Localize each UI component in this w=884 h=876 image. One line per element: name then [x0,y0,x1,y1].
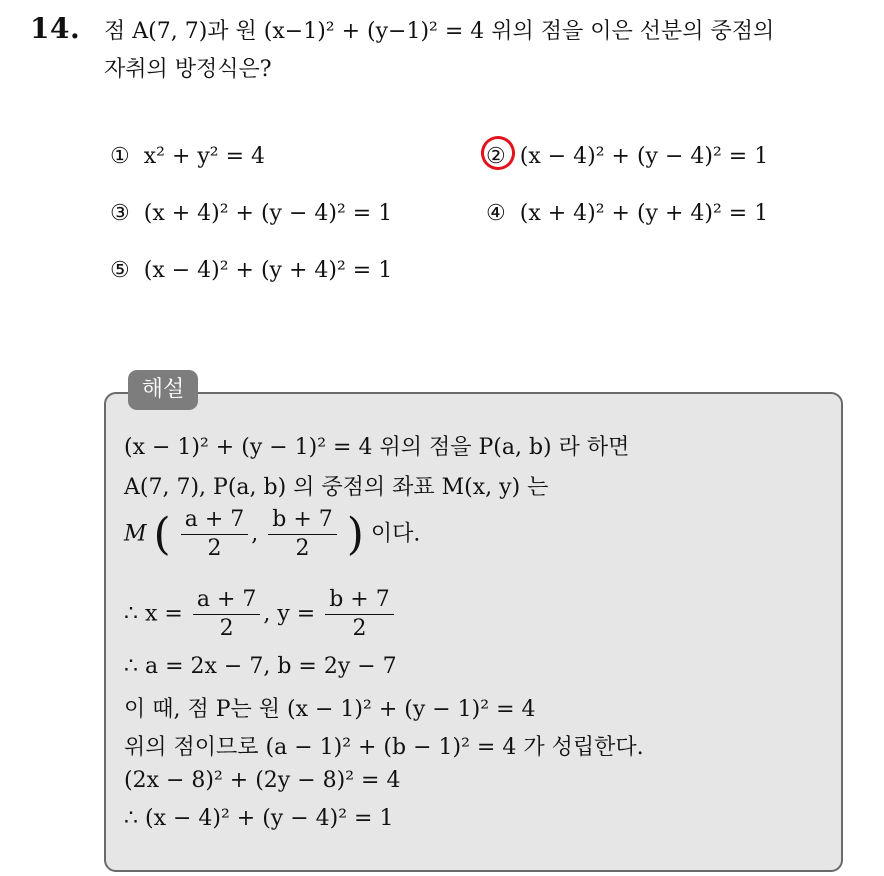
choice-3-marker: ③ [110,201,130,226]
fraction-x-numerator: a + 7 [196,587,257,612]
fraction-b [268,506,337,563]
choice-4[interactable] [486,201,768,226]
choice-5-text: (x − 4)² + (y + 4)² = 1 [143,258,393,283]
fraction-a-numerator: a + 7 [184,507,245,532]
fraction-x-denominator: 2 [193,614,261,643]
solution-line9: ∴ (x − 4)² + (y − 4)² = 1 [124,806,394,831]
solution-tag: 해설 [128,370,198,410]
solution-line8: (2x − 8)² + (2y − 8)² = 4 [124,768,401,793]
fraction-a-denominator: 2 [181,534,249,563]
solution-line4 [124,586,397,643]
choice-2[interactable] [486,144,768,169]
fraction-y [325,586,394,643]
fraction-b-denominator: 2 [268,534,337,563]
solution-line2: A(7, 7), P(a, b) 의 중점의 좌표 M(x, y) 는 [124,475,549,500]
solution-line3: M ( $\frac{a + 7}{2}$ , $\frac{b + 7}{2}$ ) 이다. [124,507,421,561]
fraction-x [193,586,261,643]
solution-line7: 위의 점이므로 (a − 1)² + (b − 1)² = 4 가 성립한다. [124,735,644,760]
choice-4-text: (x + 4)² + (y + 4)² = 1 [519,201,769,226]
solution-line6: 이 때, 점 P는 원 (x − 1)² + (y − 1)² = 4 [124,697,536,722]
solution-line5: ∴ a = 2x − 7, b = 2y − 7 [124,654,397,679]
choice-2-marker: ② [486,144,506,169]
choice-3-text: (x + 4)² + (y − 4)² = 1 [143,201,393,226]
y-equals-label: , y = [263,601,316,627]
fraction-a [181,506,249,563]
choice-1[interactable] [110,144,265,169]
choice-4-marker: ④ [486,201,506,226]
fraction-y-numerator: b + 7 [329,587,390,612]
fraction-y-denominator: 2 [325,614,394,643]
right-paren: ) [346,509,364,560]
fraction-b-numerator: b + 7 [272,507,333,532]
choice-5-marker: ⑤ [110,258,130,283]
midpoint-label: M [124,521,147,547]
therefore-x-label: ∴ x = [124,601,183,627]
question-text-line1: 점 A(7, 7)과 원 (x−1)² + (y−1)² = 4 위의 점을 이은 선분의 중점의 [104,19,775,44]
choice-2-text: (x − 4)² + (y − 4)² = 1 [519,144,769,169]
solution-line1: (x − 1)² + (y − 1)² = 4 위의 점을 P(a, b) 라 하면 [124,435,630,460]
question-number: 14. [30,12,81,45]
choice-5[interactable] [110,258,392,283]
midpoint-suffix: 이다. [370,521,421,547]
left-paren: ( [153,509,171,560]
choice-3[interactable] [110,201,392,226]
choice-1-marker: ① [110,144,130,169]
choice-1-text: x² + y² = 4 [143,144,266,169]
question-text-line2: 자취의 방정식은? [104,57,272,82]
